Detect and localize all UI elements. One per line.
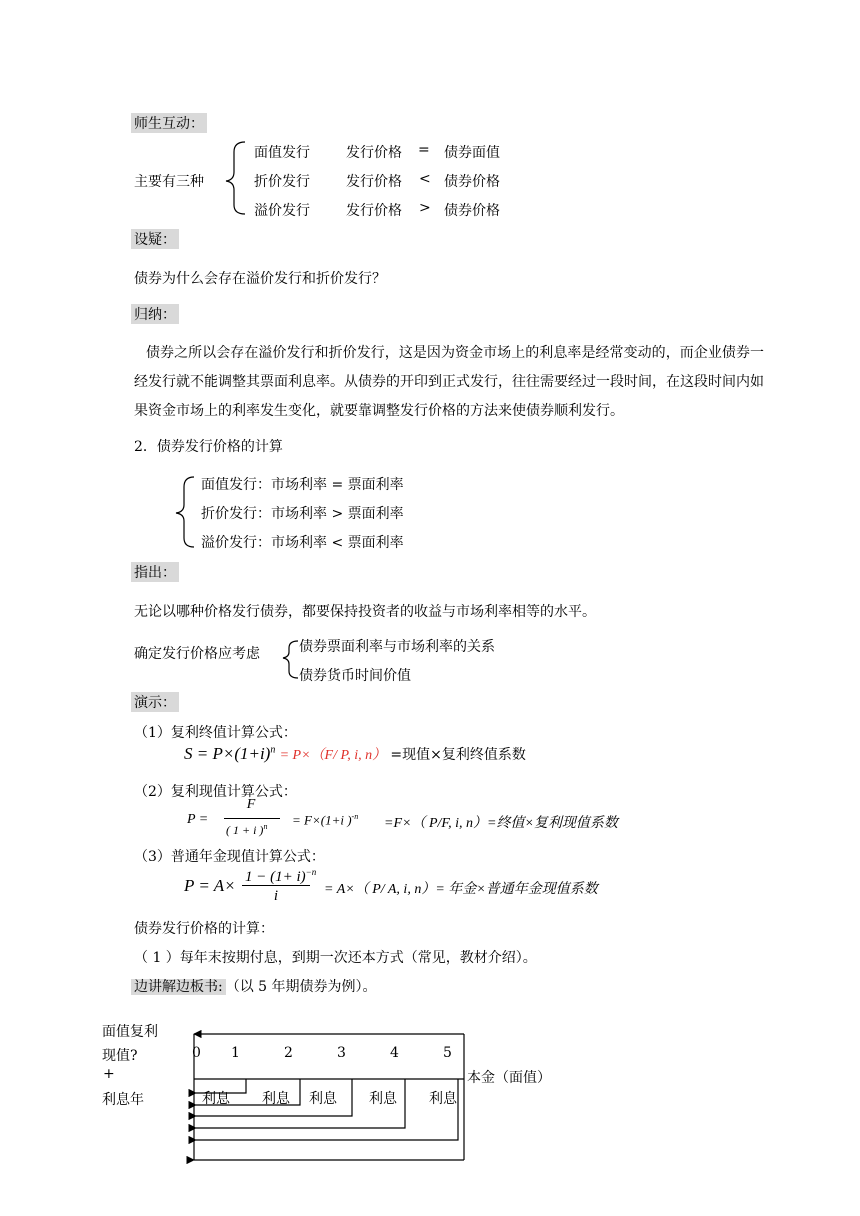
interest-label: 利息: [309, 1091, 337, 1107]
year-label: 4: [390, 1045, 399, 1061]
row-type: 溢价发行: [254, 203, 310, 219]
formula2-numerator: F: [246, 797, 256, 812]
formula1-title: （1）复利终值计算公式：: [134, 725, 297, 741]
formula3-lhs: P = A×: [184, 876, 236, 895]
row-price: 发行价格: [346, 174, 402, 190]
formula3-title: （3）普通年金现值计算公式：: [134, 849, 325, 865]
heading-teacher-student: 师生互动：: [131, 113, 207, 133]
brace-three-kinds: [226, 142, 245, 214]
formula1-red: = P×（F/ P, i, n）: [279, 748, 387, 763]
diagram-left-label: 面值复利: [102, 1024, 158, 1040]
section-title-bond-price: 2．债券发行价格的计算: [134, 439, 283, 455]
board-heading: 边讲解边板书:: [131, 979, 226, 995]
heading-point-out: 指出：: [131, 562, 179, 582]
intro-three-kinds: 主要有三种: [134, 174, 204, 190]
method1-text: （ 1 ）每年末按期付息，到期一次还本方式（常见，教材介绍）。: [134, 950, 537, 966]
formula3-denominator: i: [273, 888, 279, 904]
formula3-num-exp: −n: [305, 867, 317, 877]
formula2-mid-exp: -n: [351, 812, 359, 821]
rate-row: 面值发行：市场利率 = 票面利率: [201, 477, 404, 493]
diagram-left-label: 利息年: [102, 1092, 144, 1108]
year-label: 1: [231, 1045, 240, 1061]
board-note: （以 5 年期债券为例）。: [225, 979, 377, 995]
formula2-lhs: P =: [187, 812, 209, 827]
formula2-title: （2）复利现值计算公式：: [134, 784, 297, 800]
interest-label: 利息: [262, 1091, 290, 1107]
formula2-mid-body: = F×(1+i ): [292, 812, 352, 828]
issue-price-title: 债券发行价格的计算：: [134, 921, 274, 937]
formula2-den-exp: n: [263, 822, 268, 831]
row-type: 面值发行: [254, 145, 310, 161]
formula1-exp: n: [270, 744, 276, 756]
point-out-text: 无论以哪种价格发行债券，都要保持投资者的收益与市场利率相等的水平。: [134, 604, 596, 620]
interest-label: 利息: [202, 1091, 230, 1107]
principal-label: 本金（面值）: [467, 1070, 551, 1086]
heading-summary: 归纳：: [131, 304, 179, 324]
row-op: >: [419, 200, 431, 216]
row-price: 发行价格: [346, 145, 402, 161]
row-op: <: [419, 171, 431, 187]
rate-row: 折价发行：市场利率 > 票面利率: [201, 506, 404, 522]
row-type: 折价发行: [254, 174, 310, 190]
brace-consider: [283, 641, 298, 678]
row-price: 发行价格: [346, 203, 402, 219]
row-value: 债券价格: [444, 203, 500, 219]
question-text: 债券为什么会存在溢价发行和折价发行？: [134, 271, 386, 287]
formula1-body: S = P×(1+i): [184, 744, 271, 763]
summary-text: 债券之所以会存在溢价发行和折价发行，这是因为资金市场上的利息率是经常变动的，而企业债券一经发行就不能调整其票面利息率。从债券的开印到正式发行，往往需要经过一段时间，在这段时间内如果资金市场上的利率发生变化，就要靠调整发行价格的方法来使债券顺利发行。: [134, 345, 764, 419]
interest-label: 利息: [369, 1091, 397, 1107]
heading-question: 设疑：: [131, 229, 179, 249]
consider-item: 债券货币时间价值: [299, 668, 411, 684]
year-label: 5: [443, 1045, 452, 1061]
row-value: 债券面值: [444, 145, 500, 161]
diagram-left-label: 现值?: [102, 1048, 138, 1064]
year-label: 0: [192, 1045, 201, 1061]
interest-label: 利息: [429, 1091, 457, 1107]
row-op: =: [418, 142, 430, 158]
consider-label: 确定发行价格应考虑: [134, 646, 260, 662]
diagram-left-label: +: [103, 1066, 115, 1082]
heading-demo: 演示：: [131, 692, 179, 712]
formula3-num: 1 − (1+ i): [245, 869, 306, 885]
formula2-rest: =F×（ P/F, i, n）=终值×复利现值系数: [384, 816, 618, 831]
consider-item: 债券票面利率与市场利率的关系: [299, 639, 495, 655]
rate-row: 溢价发行：市场利率 < 票面利率: [201, 535, 404, 551]
row-value: 债券价格: [444, 174, 500, 190]
formula1-rest: =现值×复利终值系数: [390, 747, 526, 763]
formula2-den: ( 1 + i ): [226, 823, 264, 837]
year-label: 2: [284, 1045, 293, 1061]
year-label: 3: [337, 1045, 346, 1061]
brace-rates: [176, 477, 194, 547]
formula3-rest: = A×（ P/ A, i, n）= 年金×普通年金现值系数: [324, 882, 598, 897]
